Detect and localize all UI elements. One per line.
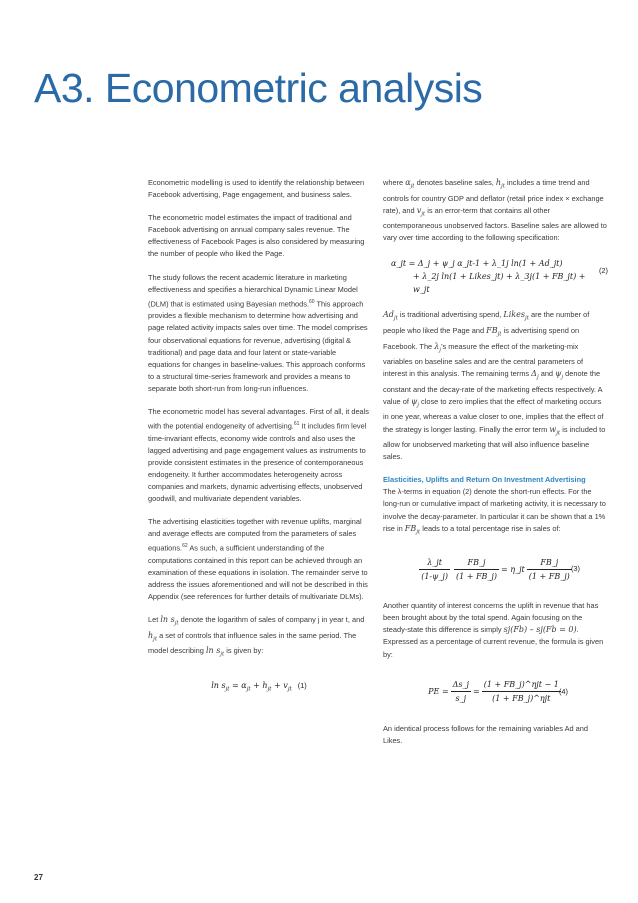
footnote-ref[interactable]: 61	[293, 421, 300, 428]
fraction: $\frac{\lambda\_jt}{(1-\psi\_j)}$	[421, 557, 448, 581]
equation-3: $\frac{\lambda\_jt}{(1-\psi\_j)}$ $\frac{FB\_j}{(1 + FB\_j)}$ = η_jt $\frac{FB\_j}{(1 + FB\_j)}$ (3)	[421, 557, 580, 581]
equation-2: α_jt = Δ_j + ψ_j α_jt-1 + λ_1j ln(1 + Ad_jt) + λ_2j ln(1 + Likes_jt) + λ_3j(1 + FB_jt) + w_jt (2)	[391, 259, 608, 295]
paragraph: An identical process follows for the remaining variables Ad and Likes.	[383, 723, 588, 745]
fraction: $\frac{FB\_j}{(1 + FB\_j)}$	[528, 557, 570, 581]
equation-number: (1)	[297, 681, 307, 690]
paragraph: The λ-terms in equation (2) denote the short-run effects. For the long-run or cumulative impact of marketing activity, it is necessary to involve the decay-parameter. In particular it can be shown that a 1% rise in $FB_{jt}$ leads to a total percentage rise in sales of:	[383, 487, 606, 536]
page-title: A3. Econometric analysis	[34, 65, 483, 112]
equation-1: $\ln s_{jt} = \alpha_{jt} + h_{jt} + v_{jt}$ (1)	[211, 681, 307, 693]
footnote-ref[interactable]: 62	[182, 543, 188, 550]
equation-number: (2)	[598, 266, 608, 276]
paragraph: Another quantity of interest concerns the uplift in revenue that has been brought about by the total spend. Again focusing on the steady-state this difference is simply sj(Fb) – sj(Fb = 0). Expressed as a percentage of current revenue, the formula is given by:	[383, 601, 604, 659]
paragraph: where $\alpha_{jt}$ denotes baseline sales, $h_{jt}$ includes a time trend and controls for country GDP and deflator (retail price index × exchange rate), and $v_{jt}$ is an error-term that contains all other contemporaneous unobserved factors. Baseline sales are allowed to vary over time according to the following specification:	[383, 178, 607, 243]
fraction: $\frac{FB\_j}{(1 + FB\_j)}$	[456, 557, 498, 581]
paragraph: The advertising elasticities together with revenue uplifts, marginal and average effects are computed from the parameters of sales equations.$^{62}$ As such, a sufficient understanding of the computations contained in this report can be achieved through an examination of these equations in isolation. The remainder serve to address the issues aforementioned and will not be described in this Appendix (see references for further details of multivariate DLMs).	[148, 517, 368, 602]
left-column	[148, 177, 370, 708]
fraction: $\frac{\text{(1 + FB\_j)\textasciicircum{}ηjt − 1}}{\text{(1 + FB\_j)\textasciicircum{}ηjt}}$	[483, 680, 559, 704]
section-heading: Elasticities, Uplifts and Return On Investment Advertising	[383, 475, 586, 485]
paragraph: The study follows the recent academic literature in marketing effectiveness and specifies a hierarchical Dynamic Linear Model (DLM) that is estimated using Bayesian methods.$^{60}$ This approach provides a flexible mechanism to determine how advertising and page related activity impacts sales over time. The model comprises four observational equations for revenue, advertising (digital & traditional) and page data and four latent or state-variable equations for changes in baseline-values. This approach conforms to a structural time-series framework and provides a means to separate both short-run from long-run influences.	[148, 272, 368, 393]
equation-number: (3)	[570, 564, 580, 574]
paragraph: Econometric modelling is used to identify the relationship between Facebook advertising, Page engagement, and business sales.	[148, 178, 365, 200]
paragraph: Let $\ln s_{jt}$ denote the logarithm of sales of company j in year t, and $h_{jt}$ a set of controls that influence sales in the same period. The model describing $\ln s_{jt}$ is given by:	[148, 615, 365, 658]
page-number: 27	[34, 873, 43, 882]
fraction: $\frac{\Delta s\_j}{s\_j}$	[452, 680, 470, 704]
paragraph: The econometric model estimates the impact of traditional and Facebook advertising on annual company sales revenue. The effectiveness of Facebook Pages is also considered by measuring the number of people who liked the Page.	[148, 213, 365, 259]
paragraph: The econometric model has several advantages. First of all, it deals with the potential endogeneity of advertising.$^{61}$ It includes firm level time-invariant effects, economy wide controls and also uses the lagged advertising and page engagement values as instruments to provide consistent estimates in the presence of contemporaneous endogeneity. It further accommodates heterogeneity across companies and markets, dynamic advertising effects, unobserved goodwill, and multivariate dependent variables.	[148, 406, 370, 504]
right-column	[383, 177, 608, 758]
paragraph: $Ad_{jt}$ is traditional advertising spend, Likes$_{jt}$ are the number of people who liked the Page and $FB_{jt}$ is advertising spend on Facebook. The $\lambda_j’s$ measure the effect of the marketing-mix variables on baseline sales and are the central parameters of interest in this analysis. The remaining terms $\Delta_j$ and $\psi_j$ denote the constant and the decay-rate of the marketing effects respectively. A value of $\psi_j$ close to zero implies that the effect of marketing occurs in one year, whereas a value closer to one, implies that the effect of the strategy is longer lasting. Finally the error term $w_{jt}$ is included to allow for unobserved marketing that will also influence baseline sales.	[383, 310, 606, 462]
footnote-ref[interactable]: 60	[309, 298, 315, 305]
equation-number: (4)	[558, 686, 568, 696]
equation-4: PE = $\frac{\Delta s\_j}{s\_j}$ = $\frac{\text{(1 + FB\_j)\textasciicircum{}ηjt − 1}}{\text{(1 + FB\_j)\textasciicircum{}ηjt}}$ (4)	[428, 680, 568, 704]
